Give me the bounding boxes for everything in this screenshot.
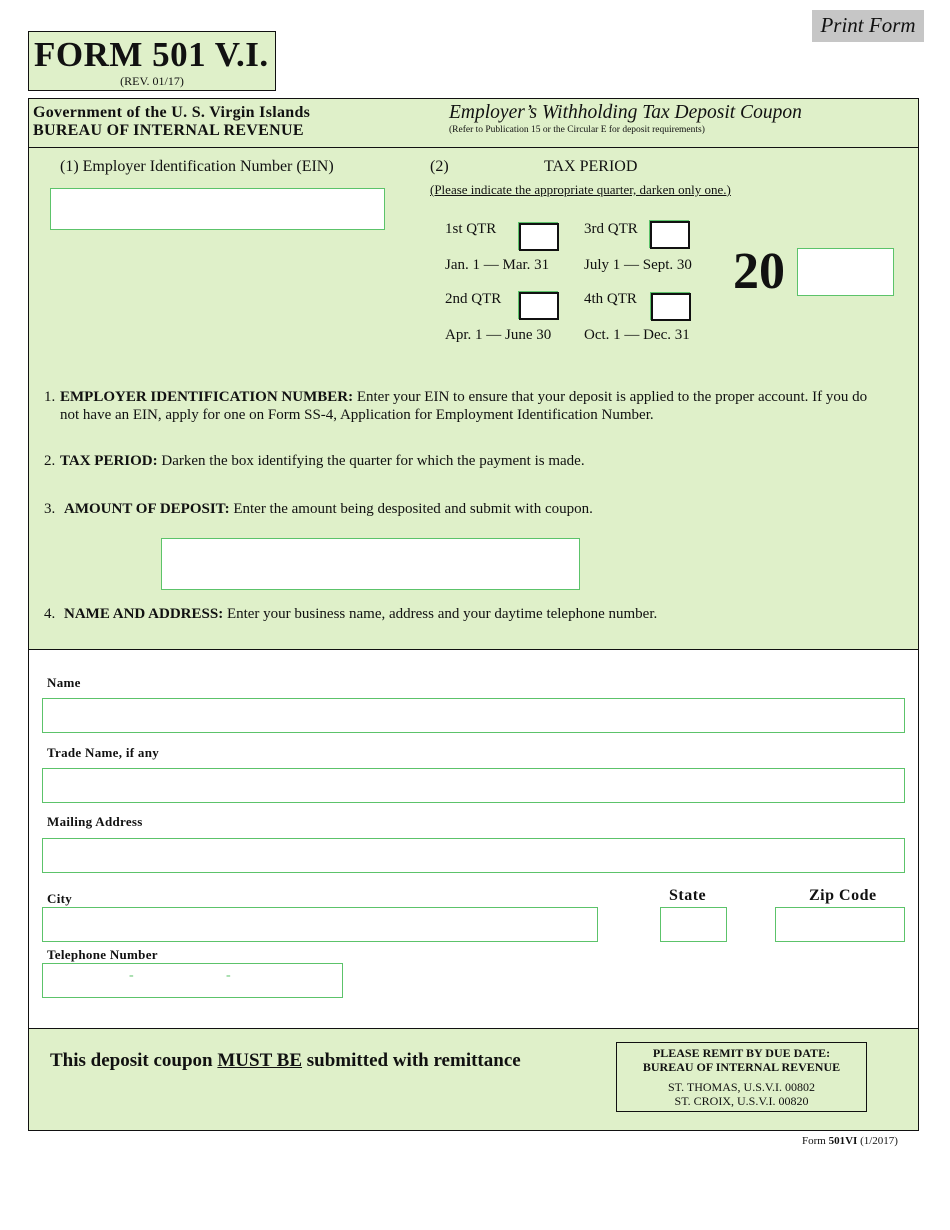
remittance-footer (29, 1028, 918, 1130)
qtr3-checkbox[interactable] (650, 221, 690, 249)
state-input[interactable] (660, 907, 727, 942)
telephone-separator: - (226, 968, 231, 983)
zip-code-label: Zip Code (809, 887, 877, 904)
mailing-address-label: Mailing Address (47, 814, 143, 829)
instruction-4-text: Enter your business name, address and your daytime telephone number. (223, 606, 658, 622)
name-label: Name (47, 675, 81, 690)
state-label: State (669, 887, 707, 904)
zip-code-input[interactable] (775, 907, 905, 942)
coupon-title: Employer’s Withholding Tax Deposit Coupon (449, 102, 802, 123)
qtr4-label: 4th QTR (584, 291, 637, 307)
remittance-message-start: This deposit coupon (50, 1050, 218, 1071)
instruction-3-number: 3. (44, 501, 56, 517)
instruction-2-heading: TAX PERIOD: (60, 453, 158, 469)
qtr4-range: Oct. 1 — Dec. 31 (584, 327, 690, 343)
must-be-emphasis: MUST BE (217, 1050, 303, 1071)
qtr2-label: 2nd QTR (445, 291, 502, 307)
coupon-note: (Refer to Publication 15 or the Circular E for deposit requirements) (449, 125, 705, 135)
instruction-1-number: 1. (44, 389, 56, 405)
coupon-form (28, 98, 919, 1131)
remittance-message (50, 1050, 521, 1072)
city-input[interactable] (42, 907, 598, 942)
remittance-message-end: submitted with remittance (302, 1050, 521, 1071)
telephone-label: Telephone Number (47, 947, 158, 962)
qtr1-label: 1st QTR (445, 221, 497, 237)
form-header (29, 99, 918, 148)
instruction-1 (60, 389, 867, 406)
name-and-address-section (29, 650, 918, 1028)
trade-name-input[interactable] (42, 768, 905, 803)
mailing-address-input[interactable] (42, 838, 905, 873)
tax-period-instruction: (Please indicate the appropriate quarter, darken only one.) (430, 182, 731, 197)
instruction-4-number: 4. (44, 606, 56, 622)
ein-input[interactable] (50, 188, 385, 230)
instruction-2 (60, 453, 585, 470)
instruction-1-heading: EMPLOYER IDENTIFICATION NUMBER: (60, 389, 354, 405)
qtr4-checkbox[interactable] (651, 293, 691, 321)
ein-label: (1) Employer Identification Number (EIN) (60, 158, 334, 175)
instruction-1-text: Enter your EIN to ensure that your deposit is applied to the proper account. If you do (353, 389, 868, 405)
instruction-3-text: Enter the amount being desposited and submit with coupon. (229, 501, 593, 517)
remit-bureau: BUREAU OF INTERNAL REVENUE (642, 1060, 841, 1074)
year-prefix: 20 (733, 243, 785, 300)
qtr1-checkbox[interactable] (519, 223, 559, 251)
trade-name-label: Trade Name, if any (47, 745, 160, 760)
form-title: FORM 501 V.I. (34, 35, 269, 74)
government-name: Government of the U. S. Virgin Islands (33, 104, 311, 121)
form-word: Form (802, 1135, 829, 1147)
qtr2-range: Apr. 1 — June 30 (445, 327, 552, 343)
instruction-1-text-continued: not have an EIN, apply for one on Form SS-4, Application for Employment Identification Number. (60, 407, 654, 423)
qtr1-range: Jan. 1 — Mar. 31 (445, 257, 550, 273)
tax-period-number: (2) (430, 158, 449, 175)
bureau-name: BUREAU OF INTERNAL REVENUE (33, 122, 304, 139)
telephone-input[interactable] (42, 963, 343, 998)
year-input[interactable] (797, 248, 894, 296)
form-footer (802, 1135, 898, 1147)
instruction-3 (64, 501, 593, 518)
instruction-2-text: Darken the box identifying the quarter for which the payment is made. (157, 453, 585, 469)
form-revision: (REV. 01/17) (120, 74, 184, 88)
instruction-3-heading: AMOUNT OF DEPOSIT: (64, 501, 230, 517)
tax-period-title: TAX PERIOD (544, 158, 638, 175)
telephone-separator: - (129, 968, 134, 983)
qtr3-range: July 1 — Sept. 30 (584, 257, 692, 273)
deposit-amount-input[interactable] (161, 538, 580, 590)
instruction-4 (64, 606, 657, 623)
remit-st-thomas: ST. THOMAS, U.S.V.I. 00802 (667, 1080, 816, 1094)
instruction-4-heading: NAME AND ADDRESS: (64, 606, 224, 622)
coupon-details (29, 148, 918, 650)
remit-due-date: PLEASE REMIT BY DUE DATE: (652, 1046, 831, 1060)
qtr3-label: 3rd QTR (584, 221, 638, 237)
form-date: (1/2017) (857, 1135, 898, 1147)
instruction-2-number: 2. (44, 453, 56, 469)
form-title-box (28, 31, 276, 91)
form-id: 501VI (828, 1135, 858, 1147)
remit-st-croix: ST. CROIX, U.S.V.I. 00820 (674, 1094, 809, 1108)
remit-address-box (616, 1042, 867, 1112)
qtr2-checkbox[interactable] (519, 292, 559, 320)
name-input[interactable] (42, 698, 905, 733)
print-form-button[interactable]: Print Form (812, 10, 924, 42)
city-label: City (47, 891, 73, 906)
